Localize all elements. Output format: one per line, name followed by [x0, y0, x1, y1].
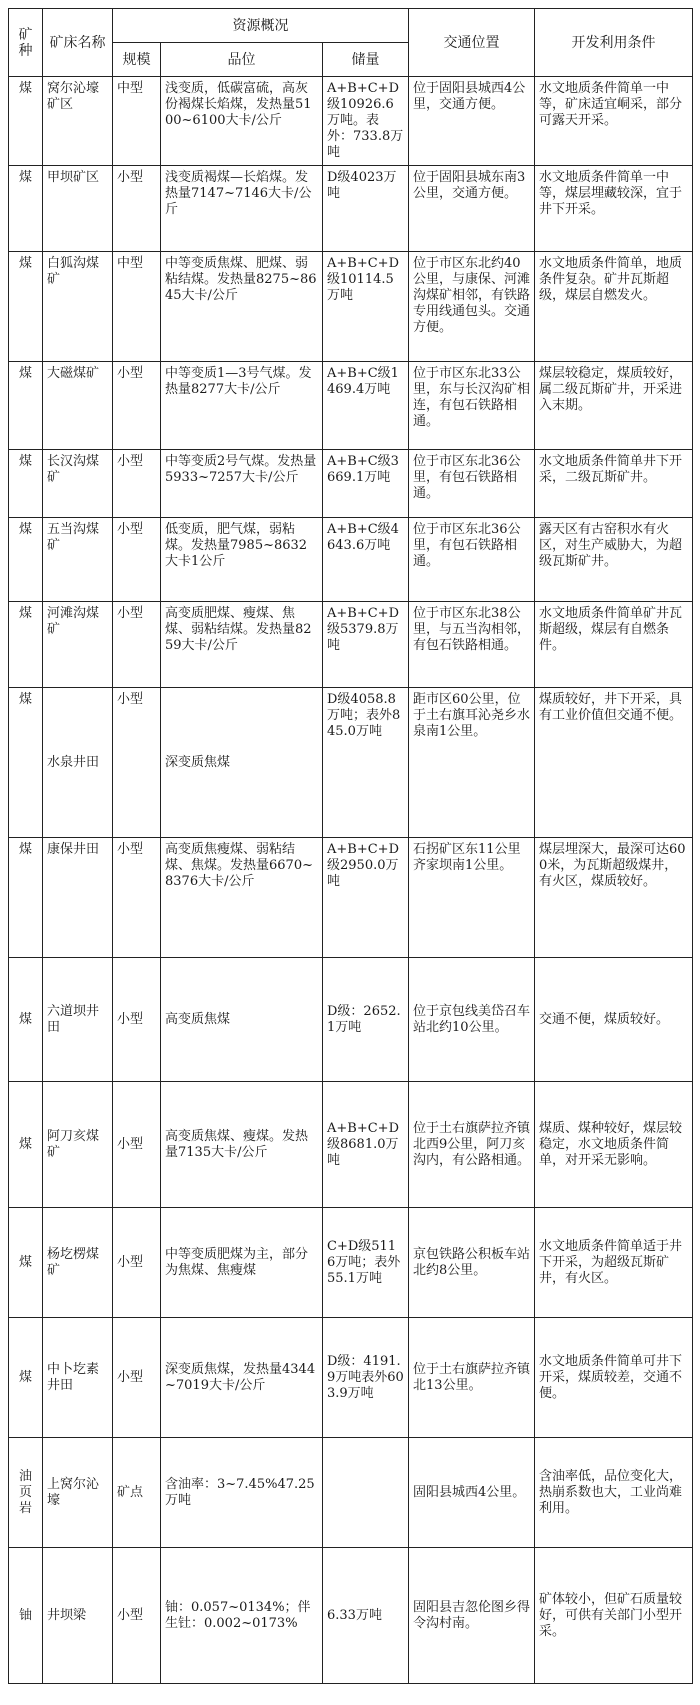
- cell-deposit-name: 康保井田: [43, 838, 113, 958]
- cell-grade: 浅变质褐煤—长焰煤。发热量7147~7146大卡/公斤: [161, 166, 323, 252]
- cell-conditions: 矿体较小，但矿石质量较好，可供有关部门小型开采。: [535, 1548, 693, 1684]
- cell-transport: 位于市区东北38公里，与五当沟相邻，有包石铁路相通。: [409, 602, 535, 688]
- header-deposit-name: 矿床名称: [43, 9, 113, 77]
- cell-conditions: 煤层较稳定，煤质较好，属二级瓦斯矿井，开采进入末期。: [535, 362, 693, 450]
- cell-grade: 高变质肥煤、瘦煤、焦煤、弱粘结煤。发热量8259大卡/公斤: [161, 602, 323, 688]
- cell-scale: 小型: [113, 838, 161, 958]
- cell-kind: 煤: [9, 1082, 43, 1208]
- table-row: [9, 166, 693, 252]
- cell-transport: 位于市区东北36公里，有包石铁路相通。: [409, 450, 535, 518]
- cell-reserve: A+B+C级4643.6万吨: [323, 518, 409, 602]
- cell-deposit-name: 窝尔沁壕矿区: [43, 77, 113, 166]
- cell-deposit-name: 中卜圪素井田: [43, 1318, 113, 1438]
- cell-reserve: 6.33万吨: [323, 1548, 409, 1684]
- cell-kind: 煤: [9, 1318, 43, 1438]
- table-row: [9, 958, 693, 1082]
- cell-grade: 中等变质焦煤、肥煤、弱粘结煤。发热量8275~8645大卡/公斤: [161, 252, 323, 362]
- table-row: [9, 1438, 693, 1548]
- cell-reserve: C+D级5116万吨；表外55.1万吨: [323, 1208, 409, 1318]
- cell-kind: 煤: [9, 166, 43, 252]
- header-row-1: [9, 9, 693, 43]
- cell-deposit-name: 杨圪楞煤矿: [43, 1208, 113, 1318]
- cell-deposit-name: 河滩沟煤矿: [43, 602, 113, 688]
- cell-deposit-name: 井坝梁: [43, 1548, 113, 1684]
- table-row: [9, 1548, 693, 1684]
- table-row: [9, 362, 693, 450]
- cell-grade: 高变质焦煤: [161, 958, 323, 1082]
- header-grade: 品位: [161, 43, 323, 77]
- cell-deposit-name: 五当沟煤矿: [43, 518, 113, 602]
- cell-kind: 煤: [9, 252, 43, 362]
- cell-conditions: 煤质、煤种较好，煤层较稳定，水文地质条件简单，对开采无影响。: [535, 1082, 693, 1208]
- cell-conditions: 水文地质条件简单一中等，煤层埋藏较深，宜于井下开采。: [535, 166, 693, 252]
- cell-reserve: A+B+C+D级5379.8万吨: [323, 602, 409, 688]
- cell-grade: 高变质焦煤、瘦煤。发热量7135大卡/公斤: [161, 1082, 323, 1208]
- header-transport: 交通位置: [409, 9, 535, 77]
- cell-deposit-name: 白狐沟煤矿: [43, 252, 113, 362]
- cell-reserve: A+B+C级1469.4万吨: [323, 362, 409, 450]
- cell-transport: 位于京包线美岱召车站北约10公里。: [409, 958, 535, 1082]
- cell-deposit-name: 水泉井田: [43, 688, 113, 838]
- table-row: [9, 1318, 693, 1438]
- cell-transport: 位于市区东北33公里，东与长汉沟矿相连，有包石铁路相通。: [409, 362, 535, 450]
- cell-transport: 石拐矿区东11公里齐家坝南1公里。: [409, 838, 535, 958]
- cell-reserve: D级：2652.1万吨: [323, 958, 409, 1082]
- cell-reserve: A+B+C+D级8681.0万吨: [323, 1082, 409, 1208]
- table-row: [9, 252, 693, 362]
- cell-kind: 铀: [9, 1548, 43, 1684]
- table-row: [9, 688, 693, 838]
- cell-scale: 小型: [113, 1208, 161, 1318]
- cell-kind: 煤: [9, 958, 43, 1082]
- cell-kind: 煤: [9, 602, 43, 688]
- cell-scale: 矿点: [113, 1438, 161, 1548]
- cell-transport: 固阳县吉忽伦图乡得令沟村南。: [409, 1548, 535, 1684]
- header-conditions: 开发利用条件: [535, 9, 693, 77]
- cell-grade: 低变质，肥气煤，弱粘煤。发热量7985~8632大卡1公斤: [161, 518, 323, 602]
- cell-scale: 小型: [113, 602, 161, 688]
- cell-kind: 煤: [9, 77, 43, 166]
- cell-deposit-name: 上窝尔沁壕: [43, 1438, 113, 1548]
- table-row: [9, 518, 693, 602]
- cell-reserve: [323, 1438, 409, 1548]
- cell-reserve: A+B+C+D级2950.0万吨: [323, 838, 409, 958]
- cell-kind: 煤: [9, 1208, 43, 1318]
- cell-conditions: 水文地质条件简单，地质条件复杂。矿井瓦斯超级，煤层自燃发火。: [535, 252, 693, 362]
- cell-conditions: 水文地质条件简单矿井瓦斯超级，煤层有自燃条件。: [535, 602, 693, 688]
- cell-grade: 中等变质肥煤为主，部分为焦煤、焦瘦煤: [161, 1208, 323, 1318]
- cell-transport: 位于土右旗萨拉齐镇北西9公里，阿刀亥沟内，有公路相通。: [409, 1082, 535, 1208]
- cell-grade: 铀：0.057~0134%；伴生钍：0.002~0173%: [161, 1548, 323, 1684]
- header-reserve: 储量: [323, 43, 409, 77]
- mineral-resource-table: [8, 8, 693, 1684]
- cell-conditions: 煤质较好，井下开采，具有工业价值但交通不便。: [535, 688, 693, 838]
- cell-reserve: A+B+C级3669.1万吨: [323, 450, 409, 518]
- table-row: [9, 1082, 693, 1208]
- cell-conditions: 露天区有古窑积水有火区，对生产威胁大，为超级瓦斯矿井。: [535, 518, 693, 602]
- cell-scale: 小型: [113, 518, 161, 602]
- cell-transport: 位于固阳县城西4公里，交通方便。: [409, 77, 535, 166]
- cell-reserve: D级：4191.9万吨表外603.9万吨: [323, 1318, 409, 1438]
- cell-reserve: A+B+C+D级10926.6万吨。表外：733.8万吨: [323, 77, 409, 166]
- cell-grade: 中等变质1—3号气煤。发热量8277大卡/公斤: [161, 362, 323, 450]
- cell-kind: 油页岩: [9, 1438, 43, 1548]
- cell-reserve: A+B+C+D级10114.5万吨: [323, 252, 409, 362]
- cell-reserve: D级4023万吨: [323, 166, 409, 252]
- cell-grade: 中等变质2号气煤。发热量5933~7257大卡/公斤: [161, 450, 323, 518]
- cell-transport: 位于市区东北36公里，有包石铁路相通。: [409, 518, 535, 602]
- table-row: [9, 1208, 693, 1318]
- cell-deposit-name: 六道坝井田: [43, 958, 113, 1082]
- cell-transport: 位于土右旗萨拉齐镇北13公里。: [409, 1318, 535, 1438]
- cell-transport: 距市区60公里，位于土右旗耳沁尧乡水泉南1公里。: [409, 688, 535, 838]
- cell-deposit-name: 大磁煤矿: [43, 362, 113, 450]
- cell-scale: 小型: [113, 362, 161, 450]
- cell-kind: 煤: [9, 688, 43, 838]
- cell-scale: 小型: [113, 958, 161, 1082]
- table-row: [9, 77, 693, 166]
- cell-grade: 深变质焦煤: [161, 688, 323, 838]
- cell-grade: 含油率：3~7.45%47.25万吨: [161, 1438, 323, 1548]
- cell-deposit-name: 阿刀亥煤矿: [43, 1082, 113, 1208]
- cell-scale: 小型: [113, 1082, 161, 1208]
- cell-transport: 固阳县城西4公里。: [409, 1438, 535, 1548]
- cell-transport: 位于固阳县城东南3公里，交通方便。: [409, 166, 535, 252]
- table-row: [9, 602, 693, 688]
- cell-grade: 浅变质，低碳富硫，高灰份褐煤长焰煤，发热量5100~6100大卡/公斤: [161, 77, 323, 166]
- cell-kind: 煤: [9, 362, 43, 450]
- header-scale: 规模: [113, 43, 161, 77]
- cell-conditions: 水文地质条件简单可井下开采，煤质较差，交通不便。: [535, 1318, 693, 1438]
- cell-kind: 煤: [9, 838, 43, 958]
- cell-grade: 高变质焦瘦煤、弱粘结煤、焦煤。发热量6670~8376大卡/公斤: [161, 838, 323, 958]
- cell-kind: 煤: [9, 450, 43, 518]
- cell-deposit-name: 甲坝矿区: [43, 166, 113, 252]
- cell-conditions: 水文地质条件简单井下开采，二级瓦斯矿井。: [535, 450, 693, 518]
- cell-scale: 中型: [113, 77, 161, 166]
- cell-kind: 煤: [9, 518, 43, 602]
- cell-scale: 小型: [113, 450, 161, 518]
- cell-scale: 中型: [113, 252, 161, 362]
- cell-scale: 小型: [113, 1548, 161, 1684]
- cell-conditions: 水文地质条件简单适于井下开采，为超级瓦斯矿井，有火区。: [535, 1208, 693, 1318]
- table-row: [9, 450, 693, 518]
- cell-scale: 小型: [113, 688, 161, 838]
- cell-scale: 小型: [113, 1318, 161, 1438]
- cell-conditions: 煤层埋深大，最深可达600米，为瓦斯超级煤井，有火区，煤质较好。: [535, 838, 693, 958]
- cell-scale: 小型: [113, 166, 161, 252]
- cell-reserve: D级4058.8万吨；表外845.0万吨: [323, 688, 409, 838]
- cell-deposit-name: 长汉沟煤矿: [43, 450, 113, 518]
- cell-conditions: 水文地质条件简单一中等，矿床适宜峒采，部分可露天开采。: [535, 77, 693, 166]
- cell-transport: 位于市区东北约40公里，与康保、河滩沟煤矿相邻，有铁路专用线通包头。交通方便。: [409, 252, 535, 362]
- table-row: [9, 838, 693, 958]
- cell-conditions: 交通不便，煤质较好。: [535, 958, 693, 1082]
- header-resource-overview: 资源概况: [113, 9, 409, 43]
- cell-grade: 深变质焦煤，发热量4344~7019大卡/公斤: [161, 1318, 323, 1438]
- cell-conditions: 含油率低，品位变化大，热崩系数也大，工业尚难利用。: [535, 1438, 693, 1548]
- header-kind: 矿种: [9, 9, 43, 77]
- cell-transport: 京包铁路公积板车站北约8公里。: [409, 1208, 535, 1318]
